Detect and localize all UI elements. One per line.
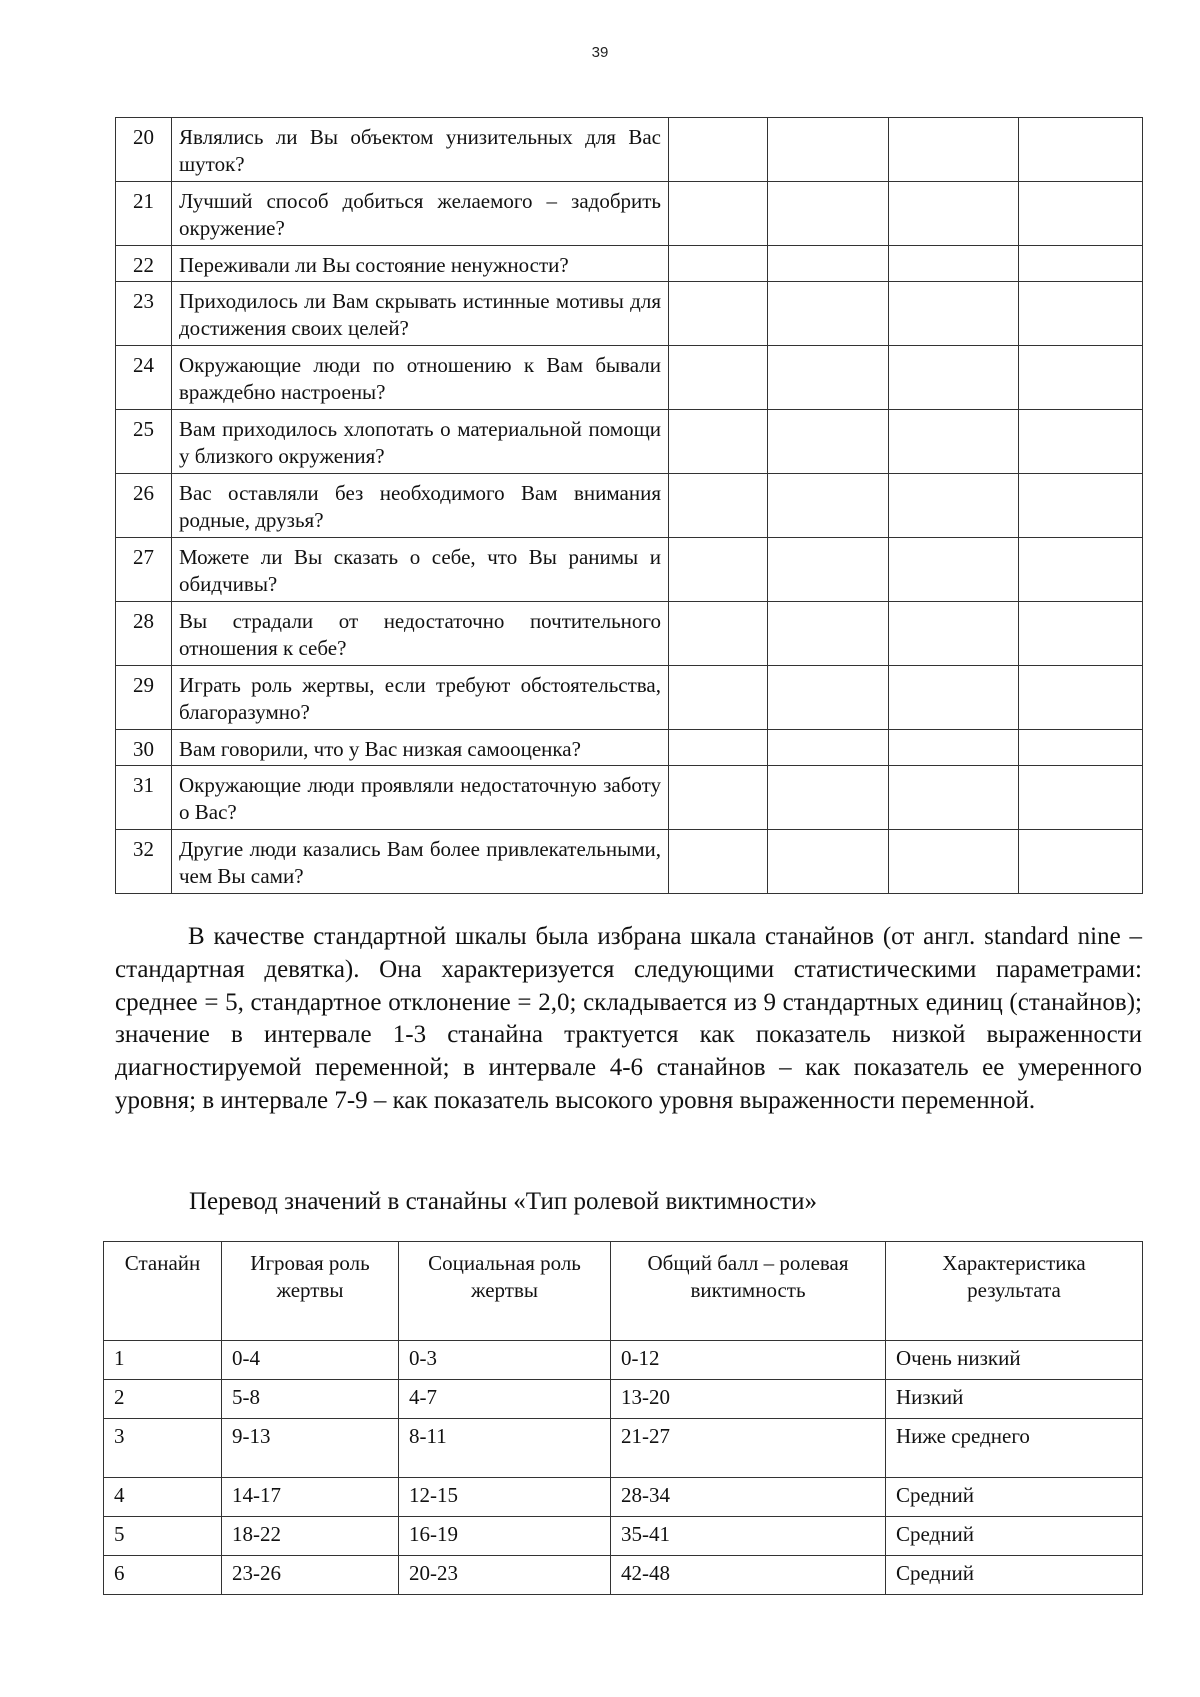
- question-text: Можете ли Вы сказать о себе, что Вы ранимы и обидчивы?: [172, 538, 669, 602]
- answer-cell: [889, 474, 1019, 538]
- game-role-range: 18-22: [222, 1517, 399, 1556]
- stanine-row: [104, 1517, 1143, 1556]
- answer-cell: [1019, 602, 1143, 666]
- answer-cell: [669, 118, 768, 182]
- question-row: [116, 538, 1143, 602]
- question-text: Приходилось ли Вам скрывать истинные мотивы для достижения своих целей?: [172, 282, 669, 346]
- answer-cell: [768, 246, 889, 282]
- total-score-range: 28-34: [611, 1478, 886, 1517]
- question-number: 29: [116, 666, 172, 730]
- game-role-range: 14-17: [222, 1478, 399, 1517]
- social-role-range: 0-3: [399, 1341, 611, 1380]
- question-number: 28: [116, 602, 172, 666]
- header-stanine: Станайн: [104, 1242, 222, 1341]
- question-number: 31: [116, 766, 172, 830]
- question-number: 30: [116, 730, 172, 766]
- stanine-row: [104, 1478, 1143, 1517]
- answer-cell: [669, 246, 768, 282]
- question-number: 23: [116, 282, 172, 346]
- game-role-range: 9-13: [222, 1419, 399, 1478]
- stanine-value: 2: [104, 1380, 222, 1419]
- answer-cell: [768, 602, 889, 666]
- answer-cell: [1019, 666, 1143, 730]
- answer-cell: [889, 538, 1019, 602]
- answer-cell: [669, 730, 768, 766]
- answer-cell: [669, 538, 768, 602]
- social-role-range: 16-19: [399, 1517, 611, 1556]
- answer-cell: [768, 282, 889, 346]
- question-text: Вы страдали от недостаточно почтительного отношения к себе?: [172, 602, 669, 666]
- answer-cell: [1019, 538, 1143, 602]
- answer-cell: [669, 766, 768, 830]
- stanine-table: [103, 1241, 1143, 1595]
- stanine-value: 5: [104, 1517, 222, 1556]
- stanine-table-title: Перевод значений в станайны «Тип ролевой виктимности»: [189, 1188, 817, 1215]
- question-number: 25: [116, 410, 172, 474]
- answer-cell: [1019, 830, 1143, 894]
- total-score-range: 21-27: [611, 1419, 886, 1478]
- stanine-value: 1: [104, 1341, 222, 1380]
- answer-cell: [889, 666, 1019, 730]
- answer-cell: [669, 282, 768, 346]
- answer-cell: [889, 182, 1019, 246]
- answer-cell: [1019, 282, 1143, 346]
- stanine-value: 6: [104, 1556, 222, 1595]
- answer-cell: [768, 730, 889, 766]
- answer-cell: [768, 410, 889, 474]
- game-role-range: 23-26: [222, 1556, 399, 1595]
- question-text: Играть роль жертвы, если требуют обстоятельства, благоразумно?: [172, 666, 669, 730]
- header-social-role: Социальная роль жертвы: [399, 1242, 611, 1341]
- question-text: Окружающие люди проявляли недостаточную заботу о Вас?: [172, 766, 669, 830]
- stanine-row: [104, 1380, 1143, 1419]
- answer-cell: [889, 118, 1019, 182]
- question-number: 27: [116, 538, 172, 602]
- result-characteristic: Очень низкий: [886, 1341, 1143, 1380]
- question-number: 21: [116, 182, 172, 246]
- stanine-row: [104, 1419, 1143, 1478]
- header-game-role: Игровая роль жертвы: [222, 1242, 399, 1341]
- answer-cell: [1019, 246, 1143, 282]
- question-row: [116, 118, 1143, 182]
- answer-cell: [889, 282, 1019, 346]
- answer-cell: [1019, 410, 1143, 474]
- answer-cell: [768, 666, 889, 730]
- result-characteristic: Средний: [886, 1517, 1143, 1556]
- answer-cell: [889, 410, 1019, 474]
- game-role-range: 5-8: [222, 1380, 399, 1419]
- question-text: Вам говорили, что у Вас низкая самооценка?: [172, 730, 669, 766]
- questionnaire-table: [115, 117, 1143, 894]
- answer-cell: [1019, 766, 1143, 830]
- result-characteristic: Ниже среднего: [886, 1419, 1143, 1478]
- answer-cell: [669, 830, 768, 894]
- question-row: [116, 474, 1143, 538]
- answer-cell: [889, 246, 1019, 282]
- question-row: [116, 246, 1143, 282]
- stanine-row: [104, 1556, 1143, 1595]
- question-text: Являлись ли Вы объектом унизительных для Вас шуток?: [172, 118, 669, 182]
- social-role-range: 4-7: [399, 1380, 611, 1419]
- question-number: 26: [116, 474, 172, 538]
- question-row: [116, 182, 1143, 246]
- answer-cell: [1019, 346, 1143, 410]
- result-characteristic: Средний: [886, 1556, 1143, 1595]
- question-text: Переживали ли Вы состояние ненужности?: [172, 246, 669, 282]
- result-characteristic: Низкий: [886, 1380, 1143, 1419]
- answer-cell: [1019, 474, 1143, 538]
- stanine-row: [104, 1341, 1143, 1380]
- question-row: [116, 410, 1143, 474]
- question-text: Вам приходилось хлопотать о материальной помощи у близкого окружения?: [172, 410, 669, 474]
- total-score-range: 13-20: [611, 1380, 886, 1419]
- answer-cell: [669, 474, 768, 538]
- answer-cell: [1019, 118, 1143, 182]
- stanine-scale-description: В качестве стандартной шкалы была избрана шкала станайнов (от англ. standard nine – стандартная девятка). Она характеризуется следующими статистическими параметрами: среднее = 5, стандартное отклонение = 2,0; складывается из 9 стандартных единиц (станайнов); значение в интервале 1-3 станайна трактуется как показатель низкой выраженности диагностируемой переменной; в интервале 4-6 станайнов – как показатель ее умеренного уровня; в интервале 7-9 – как показатель высокого уровня выраженности переменной.: [115, 923, 1142, 1114]
- answer-cell: [889, 346, 1019, 410]
- total-score-range: 35-41: [611, 1517, 886, 1556]
- question-number: 24: [116, 346, 172, 410]
- answer-cell: [669, 346, 768, 410]
- header-total-score: Общий балл – ролевая виктимность: [611, 1242, 886, 1341]
- answer-cell: [768, 346, 889, 410]
- stanine-value: 4: [104, 1478, 222, 1517]
- answer-cell: [889, 830, 1019, 894]
- stanine-value: 3: [104, 1419, 222, 1478]
- question-number: 32: [116, 830, 172, 894]
- social-role-range: 8-11: [399, 1419, 611, 1478]
- social-role-range: 12-15: [399, 1478, 611, 1517]
- result-characteristic: Средний: [886, 1478, 1143, 1517]
- question-number: 22: [116, 246, 172, 282]
- question-text: Другие люди казались Вам более привлекательными, чем Вы сами?: [172, 830, 669, 894]
- answer-cell: [669, 410, 768, 474]
- question-row: [116, 730, 1143, 766]
- question-row: [116, 282, 1143, 346]
- answer-cell: [889, 602, 1019, 666]
- game-role-range: 0-4: [222, 1341, 399, 1380]
- question-number: 20: [116, 118, 172, 182]
- question-row: [116, 766, 1143, 830]
- answer-cell: [669, 182, 768, 246]
- total-score-range: 42-48: [611, 1556, 886, 1595]
- social-role-range: 20-23: [399, 1556, 611, 1595]
- question-row: [116, 666, 1143, 730]
- header-result-characteristic: Характеристика результата: [886, 1242, 1143, 1341]
- question-row: [116, 346, 1143, 410]
- answer-cell: [669, 602, 768, 666]
- total-score-range: 0-12: [611, 1341, 886, 1380]
- page-number: 39: [591, 44, 609, 61]
- answer-cell: [889, 766, 1019, 830]
- answer-cell: [1019, 182, 1143, 246]
- answer-cell: [889, 730, 1019, 766]
- answer-cell: [669, 666, 768, 730]
- answer-cell: [768, 474, 889, 538]
- question-text: Окружающие люди по отношению к Вам бывали враждебно настроены?: [172, 346, 669, 410]
- answer-cell: [1019, 730, 1143, 766]
- answer-cell: [768, 182, 889, 246]
- stanine-table-header-row: [104, 1242, 1143, 1341]
- question-text: Лучший способ добиться желаемого – задобрить окружение?: [172, 182, 669, 246]
- question-row: [116, 830, 1143, 894]
- answer-cell: [768, 830, 889, 894]
- answer-cell: [768, 118, 889, 182]
- question-row: [116, 602, 1143, 666]
- question-text: Вас оставляли без необходимого Вам внимания родные, друзья?: [172, 474, 669, 538]
- answer-cell: [768, 538, 889, 602]
- answer-cell: [768, 766, 889, 830]
